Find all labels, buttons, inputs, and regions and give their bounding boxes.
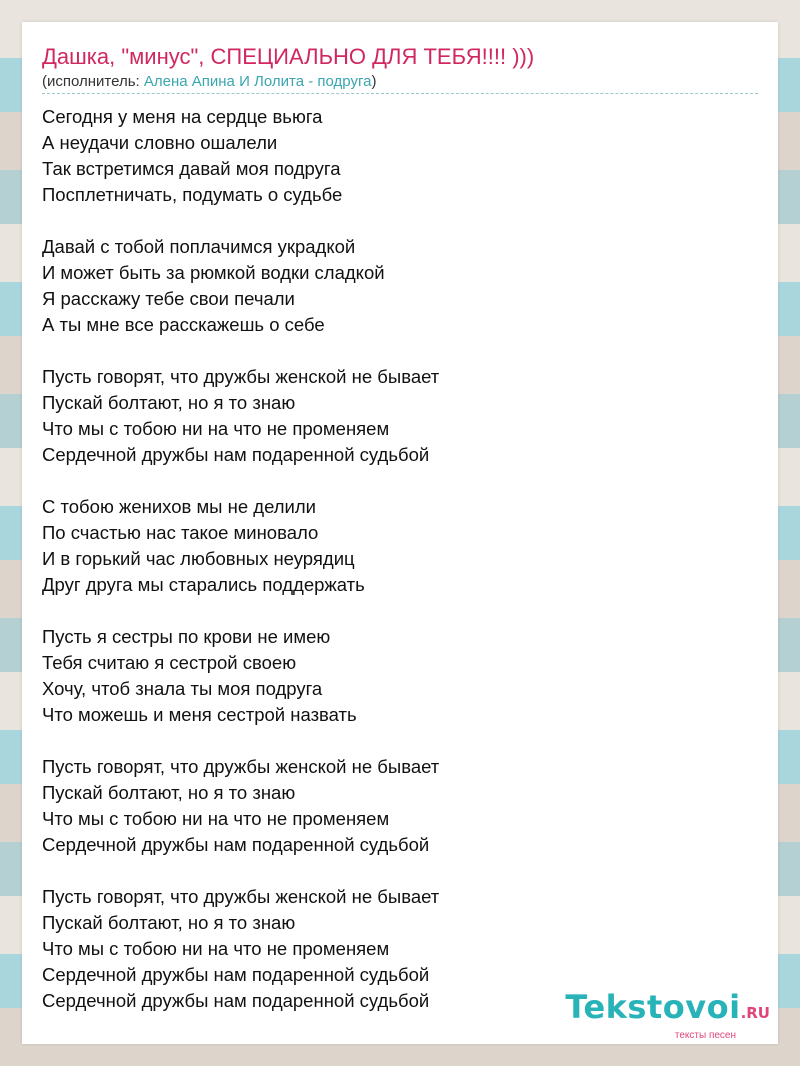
stanza-gap bbox=[42, 338, 439, 364]
lyric-line: Пусть говорят, что дружбы женской не бывает bbox=[42, 366, 440, 387]
stanza-gap bbox=[42, 728, 439, 754]
logo-tld: .RU bbox=[740, 1004, 770, 1022]
lyric-line: Пусть говорят, что дружбы женской не бывает bbox=[42, 756, 440, 777]
lyric-line: И может быть за рюмкой водки сладкой bbox=[42, 262, 385, 283]
lyric-line: Пускай болтают, но я то знаю bbox=[42, 912, 296, 933]
lyric-line: Посплетничать, подумать о судьбе bbox=[42, 184, 343, 205]
lyric-line: Сердечной дружбы нам подаренной судьбой bbox=[42, 444, 430, 465]
lyric-line: Пускай болтают, но я то знаю bbox=[42, 782, 296, 803]
artist-line bbox=[42, 73, 376, 90]
lyric-line: А ты мне все расскажешь о себе bbox=[42, 314, 325, 335]
lyric-line: Пусть говорят, что дружбы женской не бывает bbox=[42, 886, 440, 907]
lyric-line: Я расскажу тебе свои печали bbox=[42, 288, 295, 309]
divider bbox=[42, 93, 758, 94]
site-logo[interactable] bbox=[565, 990, 770, 1042]
song-title: Дашка, "минус", СПЕЦИАЛЬНО ДЛЯ ТЕБЯ!!!! ))) bbox=[42, 44, 535, 69]
logo-tagline: тексты песен bbox=[674, 1030, 736, 1041]
lyric-line: Тебя считаю я сестрой своею bbox=[42, 652, 297, 673]
lyric-line: Сердечной дружбы нам подаренной судьбой bbox=[42, 990, 430, 1011]
lyric-line: Сегодня у меня на сердце вьюга bbox=[42, 106, 323, 127]
lyric-line: С тобою женихов мы не делили bbox=[42, 496, 316, 517]
lyric-line: По счастью нас такое миновало bbox=[42, 522, 319, 543]
lyric-line: Пускай болтают, но я то знаю bbox=[42, 392, 296, 413]
lyric-line: Пусть я сестры по крови не имею bbox=[42, 626, 331, 647]
stanza-gap bbox=[42, 208, 439, 234]
lyric-line: Сердечной дружбы нам подаренной судьбой bbox=[42, 834, 430, 855]
stanza-gap bbox=[42, 598, 439, 624]
logo-wordmark bbox=[565, 990, 770, 1030]
logo-name: Tekstovoi bbox=[565, 988, 741, 1026]
lyric-line: Давай с тобой поплачимся украдкой bbox=[42, 236, 356, 257]
stanza-gap bbox=[42, 468, 439, 494]
lyric-line: Что можешь и меня сестрой назвать bbox=[42, 704, 357, 725]
artist-prefix: (исполнитель: bbox=[42, 73, 144, 90]
lyric-line: Что мы с тобою ни на что не променяем bbox=[42, 808, 390, 829]
lyric-line: Что мы с тобою ни на что не променяем bbox=[42, 938, 390, 959]
lyric-line: Так встретимся давай моя подруга bbox=[42, 158, 341, 179]
lyric-line: Хочу, чтоб знала ты моя подруга bbox=[42, 678, 323, 699]
lyric-line: Друг друга мы старались поддержать bbox=[42, 574, 365, 595]
artist-suffix: ) bbox=[371, 73, 377, 90]
lyric-line: Что мы с тобою ни на что не променяем bbox=[42, 418, 390, 439]
lyric-line: А неудачи словно ошалели bbox=[42, 132, 278, 153]
lyrics-card bbox=[22, 22, 778, 1044]
stanza-gap bbox=[42, 858, 439, 884]
artist-link[interactable]: Алена Апина И Лолита - подруга bbox=[143, 73, 372, 90]
lyric-line: Сердечной дружбы нам подаренной судьбой bbox=[42, 964, 430, 985]
lyric-line: И в горький час любовных неурядиц bbox=[42, 548, 355, 569]
lyrics-body bbox=[42, 104, 439, 1014]
